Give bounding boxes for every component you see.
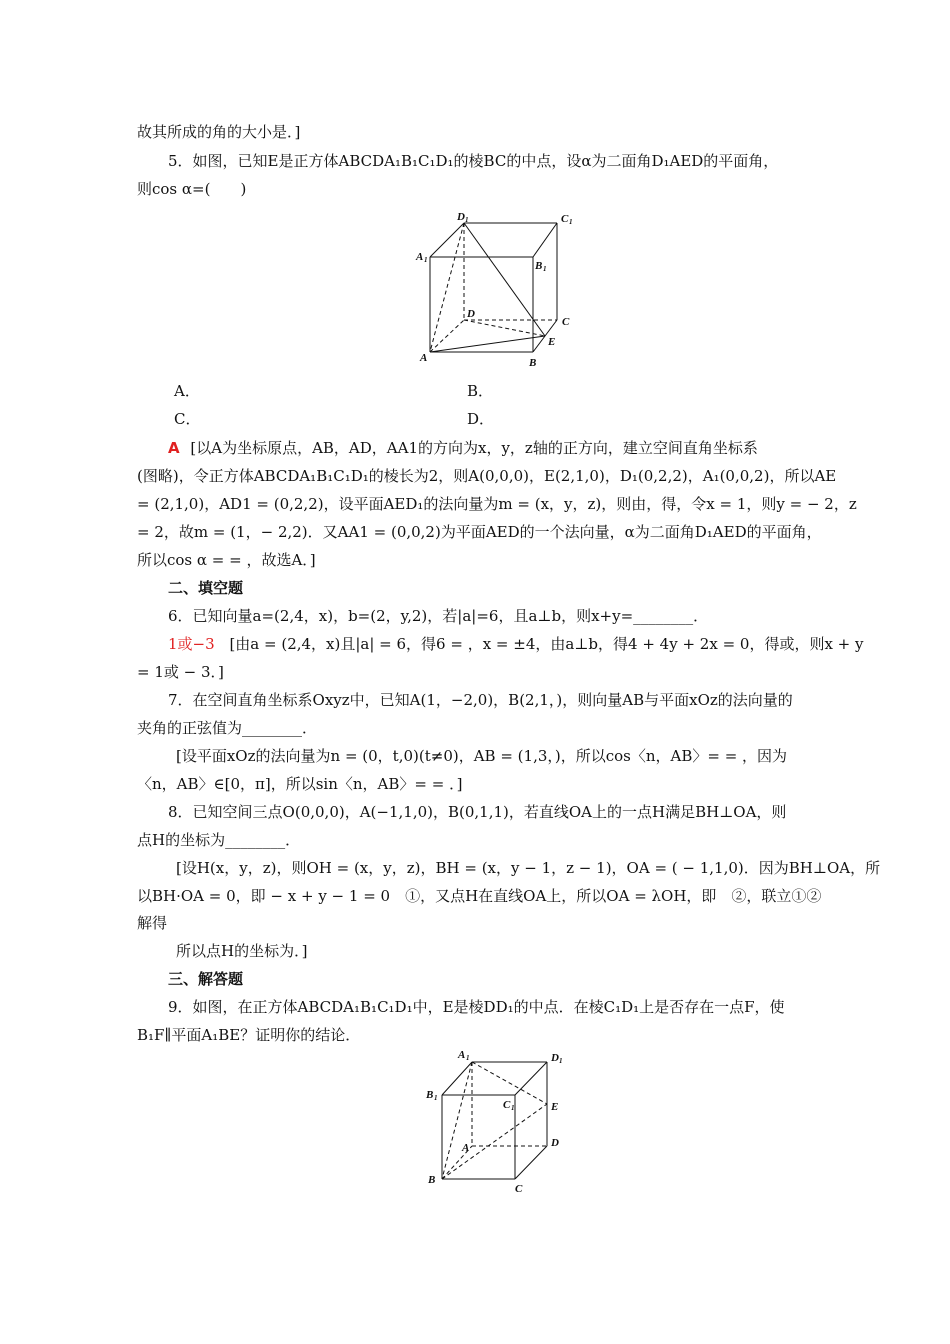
cube-figure-1: [405, 205, 585, 370]
label-D1: D: [457, 211, 465, 223]
label-sub: 1: [543, 265, 547, 273]
label-C: C: [515, 1183, 523, 1195]
solution-7: [设平面xOz的法向量为n = (0，t,0)(t≠0)，AB = (1,3，)，所以cos〈n，AB〉= = ，因为: [176, 747, 788, 765]
answer-5: [168, 438, 848, 458]
answer-6: [168, 634, 864, 654]
section-heading-fill: 二、填空题: [168, 579, 244, 597]
option-b: B．: [467, 382, 494, 400]
solution-text: [由a = (2,4，x)且|a| = 6，得6 = ，x = ±4，由a⊥b，得4 + 4y + 2x = 0，得或，则x + y: [229, 635, 864, 653]
question-5: 5．如图，已知E是正方体ABCDA₁B₁C₁D₁的棱BC的中点，设α为二面角D₁AED的平面角，: [168, 152, 779, 170]
text-line: (图略)，令正方体ABCDA₁B₁C₁D₁的棱长为2，则A(0,0,0)，E(2,1,0)，D₁(0,2,2)，A₁(0,0,2)，所以AE: [137, 467, 837, 485]
text-line: = (2,1,0)，AD1 = (0,2,2)，设平面AED₁的法向量为m = (x，y，z)，则由，得，令x = 1，则y = − 2，z: [137, 495, 857, 513]
label-sub: 1: [511, 1104, 515, 1112]
question-8: 8．已知空间三点O(0,0,0)，A(−1,1,0)，B(0,1,1)，若直线OA上的一点H满足BH⊥OA，则: [168, 803, 787, 821]
question-6: 6．已知向量a=(2,4，x)，b=(2，y,2)，若|a|=6，且a⊥b，则x+y=________．: [168, 607, 709, 625]
label-E: E: [548, 336, 556, 348]
label-B1: B: [535, 260, 543, 272]
label-sub: 1: [434, 1094, 438, 1102]
label-C1: C: [561, 213, 569, 225]
text-line: 所以点H的坐标为．]: [176, 942, 308, 960]
text-line: B₁F∥平面A₁BE？证明你的结论．: [137, 1026, 361, 1044]
label-A1: A: [458, 1049, 466, 1061]
label-D: D: [467, 308, 475, 320]
text-line: 〈n，AB〉∈[0，π]，所以sin〈n，AB〉= = ．]: [137, 775, 463, 793]
question-9: 9．如图，在正方体ABCDA₁B₁C₁D₁中，E是棱DD₁的中点．在棱C₁D₁上是否存在一点F，使: [168, 998, 785, 1016]
question-7: 7．在空间直角坐标系Oxyz中，已知A(1，−2,0)，B(2,1，)，则向量AB与平面xOz的法向量的: [168, 691, 793, 709]
label-D1: D: [551, 1052, 559, 1064]
option-c: C．: [174, 410, 201, 428]
label-sub: 1: [559, 1057, 563, 1065]
label-A: A: [462, 1142, 470, 1154]
text-line: 故其所成的角的大小是．]: [137, 123, 301, 141]
text-line: 点H的坐标为________．: [137, 831, 301, 849]
section-heading-answer: 三、解答题: [168, 970, 244, 988]
cube-figure-2: [420, 1045, 580, 1195]
solution-8: [设H(x，y，z)，则OH = (x，y，z)，BH = (x，y − 1，z − 1)，OA = ( − 1,1,0)．因为BH⊥OA，所: [176, 859, 881, 877]
text-line: 解得: [137, 914, 168, 932]
text-line: 夹角的正弦值为________．: [137, 719, 318, 737]
label-E: E: [551, 1101, 559, 1113]
label-sub: 1: [424, 256, 428, 264]
label-C1: C: [503, 1099, 511, 1111]
answer-tag: 1或−3: [168, 635, 215, 653]
label-A: A: [420, 352, 428, 364]
text-line: 以BH·OA = 0，即 − x + y − 1 = 0 ①，又点H在直线OA上，所以OA = λOH，即 ②，联立①②: [137, 887, 822, 905]
option-a: A．: [174, 382, 200, 400]
text-line: = 1或 − 3．]: [137, 663, 224, 681]
text-line: 则cos α=( ): [137, 180, 247, 198]
label-D: D: [551, 1137, 559, 1149]
label-C: C: [562, 316, 570, 328]
text-line: = 2，故m = (1，− 2,2)．又AA1 = (0,0,2)为平面AED的一个法向量，α为二面角D₁AED的平面角，: [137, 523, 822, 541]
option-d: D．: [467, 410, 495, 428]
label-B: B: [428, 1174, 436, 1186]
label-sub: 1: [466, 1054, 470, 1062]
label-A1: A: [416, 251, 424, 263]
label-B1: B: [426, 1089, 434, 1101]
label-sub: 1: [465, 216, 469, 224]
label-B: B: [529, 357, 537, 369]
label-sub: 1: [569, 218, 573, 226]
solution-text: [以A为坐标原点，AB，AD，AA1的方向为x，y，z轴的正方向，建立空间直角坐标系: [190, 439, 758, 457]
answer-tag: A: [168, 439, 180, 457]
text-line: 所以cos α = = ，故选A．]: [137, 551, 316, 569]
